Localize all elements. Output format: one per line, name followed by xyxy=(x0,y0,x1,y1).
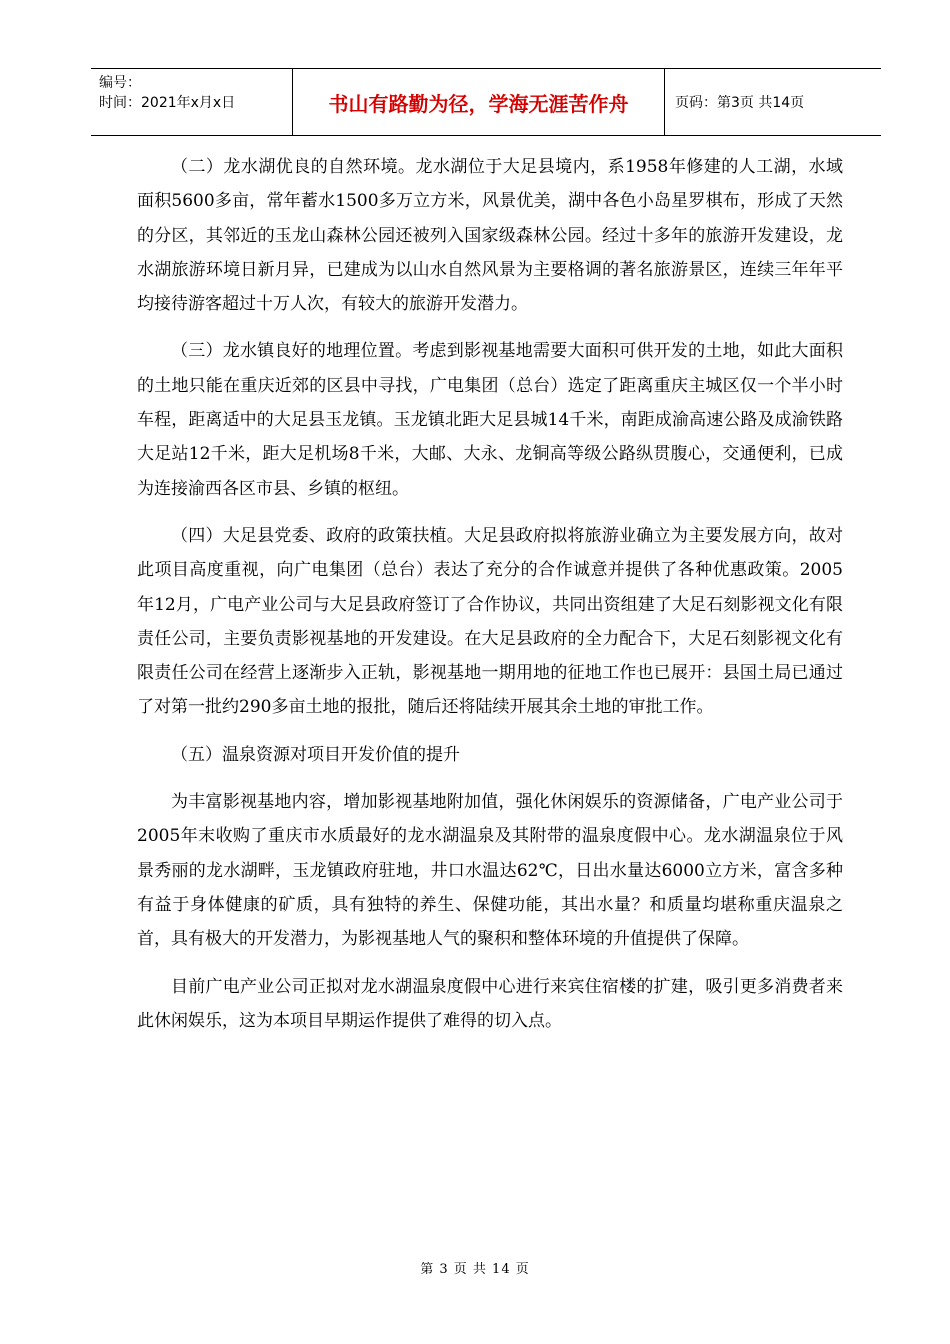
number-label: 编号： xyxy=(99,75,141,91)
paragraph: （二）龙水湖优良的自然环境。龙水湖位于大足县境内，系1958年修建的人工湖，水域面积5600多亩，常年蓄水1500多万立方米，风景优美，湖中各色小岛星罗棋布，形成了天然的分区，其邻近的玉龙山森林公园还被列入国家级森林公园。经过十多年的旅游开发建设，龙水湖旅游环境日新月异，已建成为以山水自然风景为主要格调的著名旅游景区，连续三年年平均接待游客超过十万人次，有较大的旅游开发潜力。 xyxy=(137,157,843,315)
paragraph: （五）温泉资源对项目开发价值的提升 xyxy=(171,744,460,765)
header-meta-cell xyxy=(91,69,293,135)
time-label: 时间：2021年x月x日 xyxy=(99,95,236,111)
paragraph: （四）大足县党委、政府的政策扶植。大足县政府拟将旅游业确立为主要发展方向，故对此项目高度重视，向广电集团（总台）表达了充分的合作诚意并提供了各种优惠政策。2005年12月，广电产业公司与大足县政府签订了合作协议，共同出资组建了大足石刻影视文化有限责任公司，主要负责影视基地的开发建设。在大足县政府的全力配合下，大足石刻影视文化有限责任公司在经营上逐渐步入正轨，影视基地一期用地的征地工作也已展开：县国土局已通过了对第一批约290多亩土地的报批，随后还将陆续开展其余土地的审批工作。 xyxy=(137,525,843,718)
paragraph: （三）龙水镇良好的地理位置。考虑到影视基地需要大面积可供开发的土地，如此大面积的土地只能在重庆近郊的区县中寻找，广电集团（总台）选定了距离重庆主城区仅一个半小时车程，距离适中的大足县玉龙镇。玉龙镇北距大足县城14千米，南距成渝高速公路及成渝铁路大足站12千米，距大足机场8千米，大邮、大永、龙铜高等级公路纵贯腹心，交通便利，已成为连接渝西各区市县、乡镇的枢纽。 xyxy=(137,341,843,499)
header-page-label: 页码：第3页 共14页 xyxy=(675,95,805,111)
document-body xyxy=(137,150,843,1051)
paragraph: 目前广电产业公司正拟对龙水湖温泉度假中心进行来宾住宿楼的扩建，吸引更多消费者来此休闲娱乐，这为本项目早期运作提供了难得的切入点。 xyxy=(137,976,843,1031)
page-footer: 第 3 页 共 14 页 xyxy=(420,1262,530,1277)
paragraph: 为丰富影视基地内容，增加影视基地附加值，强化休闲娱乐的资源储备，广电产业公司于2005年末收购了重庆市水质最好的龙水湖温泉及其附带的温泉度假中心。龙水湖温泉位于风景秀丽的龙水湖畔，玉龙镇政府驻地，井口水温达62℃，日出水量达6000立方米，富含多种有益于身体健康的矿质，具有独特的养生、保健功能，其出水量？和质量均堪称重庆温泉之首，具有极大的开发潜力，为影视基地人气的聚积和整体环境的升值提供了保障。 xyxy=(137,792,843,950)
header-motto: 书山有路勤为径，学海无涯苦作舟 xyxy=(293,69,665,135)
document-header xyxy=(91,68,881,136)
